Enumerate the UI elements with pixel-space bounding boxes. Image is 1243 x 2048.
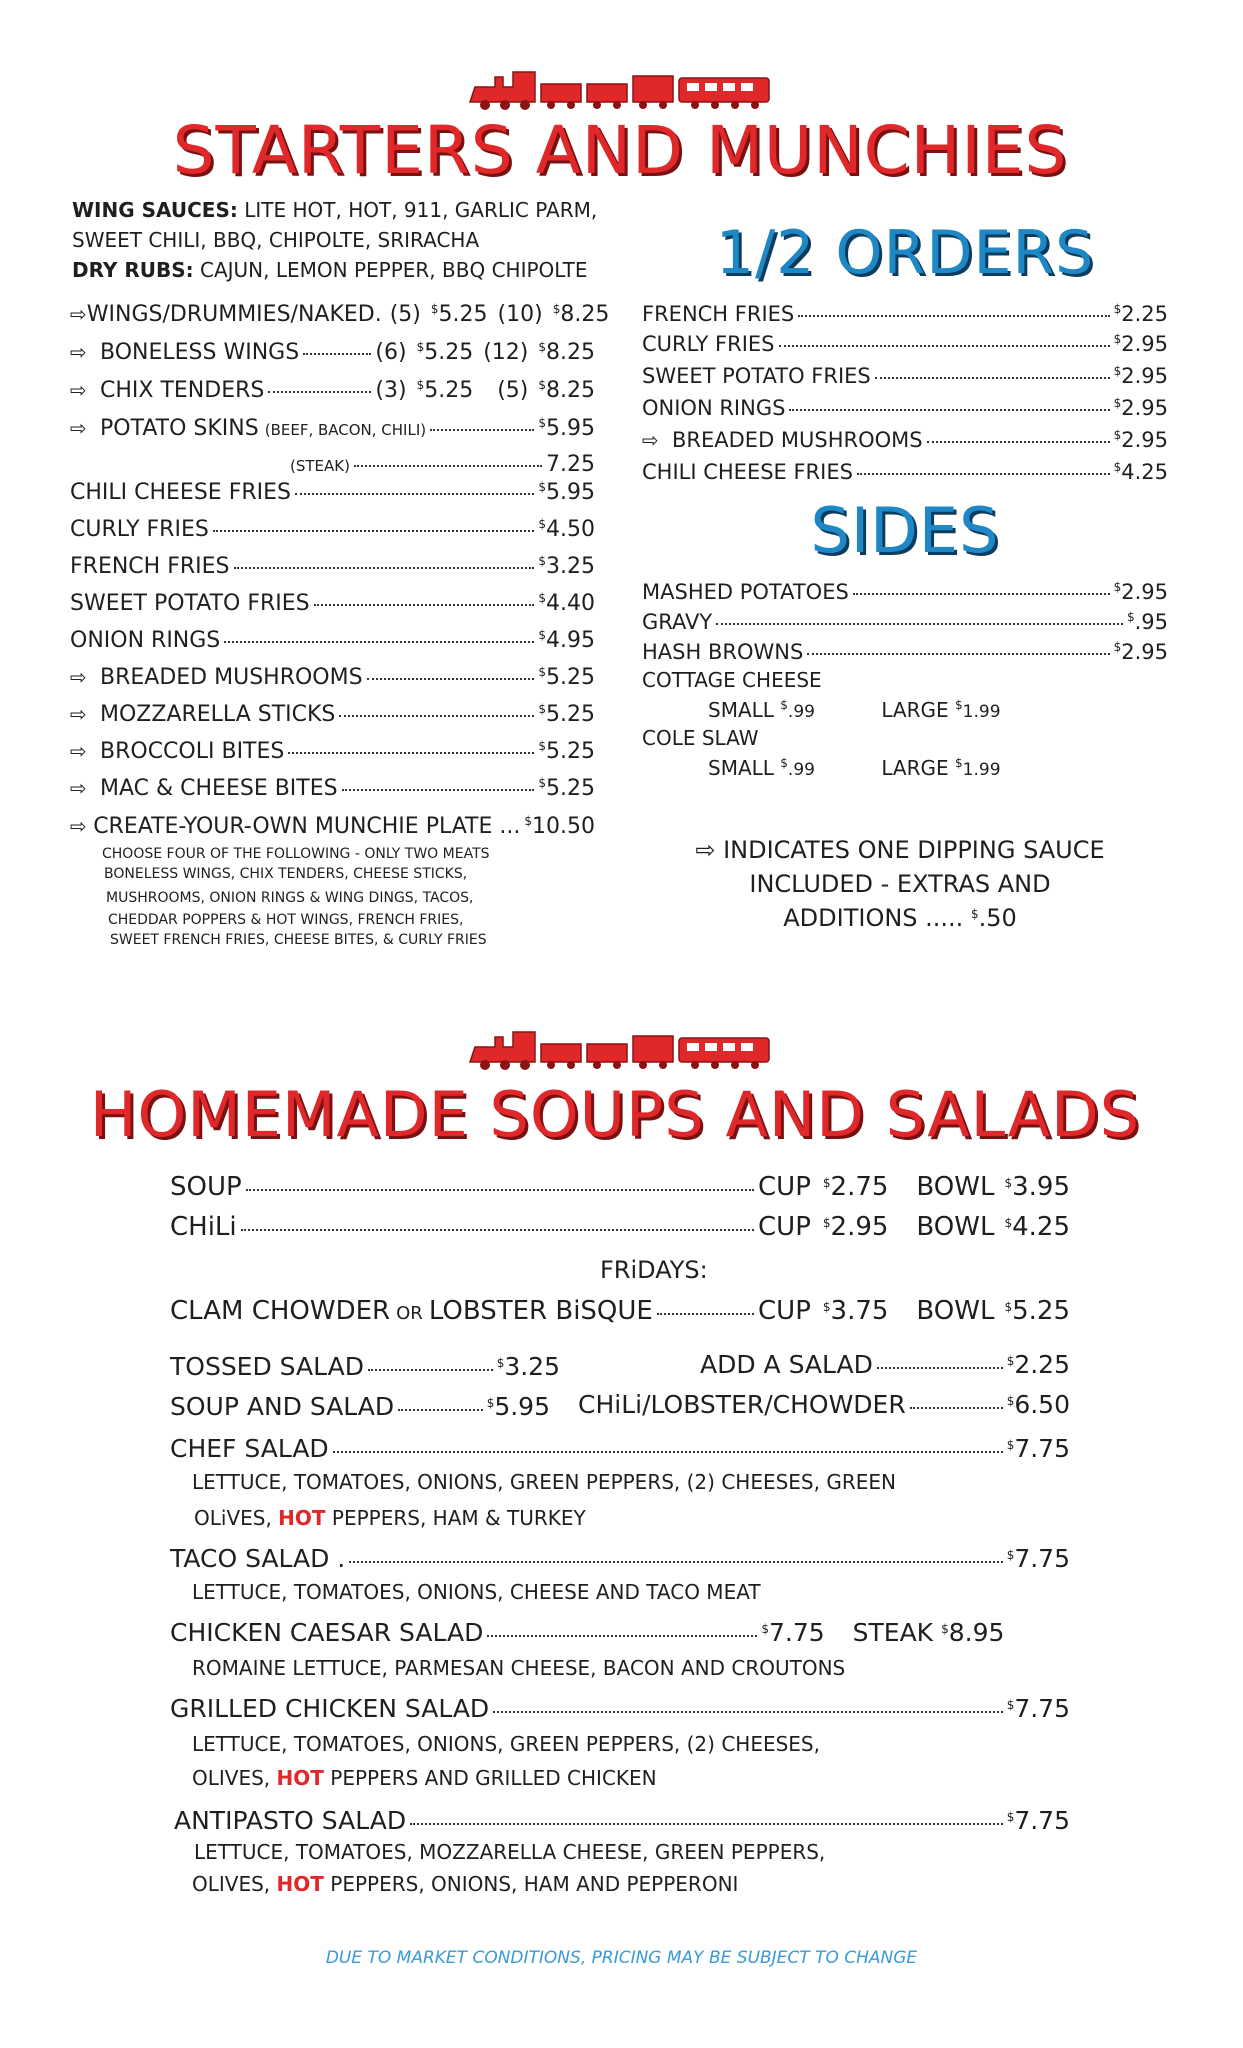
desc-text: PEPPERS, HAM & TURKEY [331, 1506, 586, 1530]
desc-text: OLiVES, [194, 1506, 272, 1530]
sides-title: SIDES [810, 494, 1000, 567]
train-logo-top [465, 62, 775, 112]
cole-slaw-sizes [708, 756, 1001, 780]
chef-salad-desc-2 [194, 1506, 586, 1530]
steak-price: 8.95 [948, 1618, 1005, 1647]
item-name: ONION RINGS [642, 396, 786, 420]
bowl-label: BOWL [916, 1212, 995, 1242]
menu-item-antipasto [174, 1806, 1070, 1835]
item-name: GRILLED CHICKEN SALAD [170, 1694, 490, 1723]
menu-item-half-order [642, 460, 1168, 484]
currency-symbol: $ [1004, 1176, 1013, 1190]
menu-item-side [642, 580, 1168, 604]
item-price: 5.95 [546, 480, 595, 505]
note-line: SWEET FRENCH FRIES, CHEESE BITES, & CURLY FRIES [110, 932, 487, 948]
currency-symbol: $ [822, 1300, 831, 1314]
menu-item-side [642, 610, 1168, 634]
dot-leader [875, 377, 1110, 379]
dot-leader [342, 789, 535, 791]
item-count: (5) [497, 378, 529, 403]
item-price: 2.95 [1121, 364, 1168, 388]
arrow-icon: ⇨ [70, 702, 87, 726]
item-name: SWEET POTATO FRIES [642, 364, 871, 388]
menu-item-wings [70, 302, 610, 327]
cup-price: 2.95 [830, 1212, 889, 1242]
item-name: ONION RINGS [70, 628, 221, 653]
dot-leader [213, 530, 535, 532]
dot-leader [807, 653, 1109, 655]
wing-sauces-line [72, 198, 597, 222]
half-orders-title: 1/2 ORDERS [715, 218, 1095, 288]
item-count: (10) [497, 302, 543, 327]
menu-item-starter [70, 554, 595, 579]
currency-symbol: $ [1004, 1300, 1013, 1314]
item-name: CHILI CHEESE FRIES [642, 460, 853, 484]
dot-leader [339, 715, 534, 717]
desc-text: PEPPERS AND GRILLED CHICKEN [330, 1766, 657, 1790]
item-name: BONELESS WINGS [100, 340, 300, 365]
dot-leader [398, 1409, 483, 1411]
starters-title: STARTERS AND MUNCHIES [172, 112, 1068, 189]
note-line: BONELESS WINGS, CHIX TENDERS, CHEESE STICKS, [104, 866, 468, 882]
dot-leader [368, 1369, 493, 1371]
currency-symbol: $ [1006, 1548, 1015, 1562]
currency-symbol: $ [416, 340, 425, 354]
item-price: 7.75 [1014, 1434, 1070, 1463]
dot-leader [487, 1635, 757, 1637]
dot-leader [910, 1407, 1003, 1409]
dot-leader [246, 1189, 754, 1191]
item-price: 2.25 [1014, 1350, 1070, 1379]
arrow-icon: ⇨ [70, 665, 87, 689]
item-name: BREADED MUSHROOMS [672, 428, 923, 452]
grilled-salad-desc-1: LETTUCE, TOMATOES, ONIONS, GREEN PEPPERS, (2) CHEESES, [192, 1732, 820, 1756]
hot-highlight: HOT [276, 1766, 324, 1790]
currency-symbol: $ [524, 814, 533, 828]
dot-leader [877, 1367, 1003, 1369]
size-price: 1.99 [962, 702, 1001, 722]
item-price: 3.25 [546, 554, 595, 579]
dot-leader [657, 1313, 754, 1315]
menu-item-grilled-chicken [170, 1694, 1070, 1723]
currency-symbol: $ [955, 698, 963, 712]
item-price: 8.25 [546, 378, 595, 403]
arrow-icon: ⇨ [695, 836, 724, 864]
item-or: OR [396, 1303, 423, 1324]
menu-item-potato-skins [70, 416, 595, 441]
currency-symbol: $ [538, 591, 547, 605]
desc-text: PEPPERS, ONIONS, HAM AND PEPPERONI [330, 1872, 739, 1896]
dot-leader [493, 1711, 1003, 1713]
dipping-text: INDICATES ONE DIPPING SAUCE [723, 836, 1105, 864]
currency-symbol: $ [1126, 610, 1135, 624]
item-name: TOSSED SALAD [170, 1352, 364, 1381]
menu-item-starter [70, 628, 595, 653]
size-price: .99 [787, 760, 815, 780]
dot-leader [314, 604, 535, 606]
currency-symbol: $ [538, 517, 547, 531]
item-name: SOUP AND SALAD [170, 1392, 395, 1421]
item-name: CHILI CHEESE FRIES [70, 480, 291, 505]
item-name: ADD A SALAD [700, 1350, 873, 1379]
dipping-line-1 [660, 836, 1140, 864]
menu-item-starter [70, 517, 595, 542]
dry-rubs-list: CAJUN, LEMON PEPPER, BBQ CHIPOLTE [200, 258, 588, 282]
dot-leader [716, 623, 1123, 625]
cup-label: CUP [758, 1296, 811, 1326]
dry-rubs-label: DRY RUBS: [72, 258, 194, 282]
item-price: 2.95 [1121, 332, 1168, 356]
item-name: CHiLi/LOBSTER/CHOWDER [578, 1390, 906, 1419]
currency-symbol: $ [1006, 1438, 1015, 1452]
arrow-icon: ⇨ [70, 739, 87, 763]
currency-symbol: $ [552, 302, 561, 316]
item-price: 4.95 [546, 628, 595, 653]
currency-symbol: $ [1006, 1810, 1015, 1824]
currency-symbol: $ [496, 1356, 505, 1370]
wing-sauces-list: LITE HOT, HOT, 911, GARLIC PARM, [244, 198, 598, 222]
bowl-label: BOWL [916, 1296, 995, 1326]
item-price: 5.25 [424, 340, 474, 365]
item-name: LOBSTER BiSQUE [428, 1296, 653, 1326]
menu-item-starter [70, 665, 595, 690]
item-name: CHEF SALAD [170, 1434, 329, 1463]
cup-price: 2.75 [830, 1172, 889, 1202]
size-label: SMALL [708, 756, 774, 780]
item-price: 7.75 [1014, 1544, 1070, 1573]
dot-leader [224, 641, 534, 643]
currency-symbol: $ [822, 1176, 831, 1190]
cottage-cheese-label: COTTAGE CHEESE [642, 668, 822, 692]
item-price: 5.25 [546, 702, 595, 727]
item-price: 2.95 [1121, 640, 1168, 664]
item-note: (BEEF, BACON, CHILI) [264, 421, 427, 439]
menu-item-taco-salad [170, 1544, 1070, 1573]
item-price: 2.25 [1121, 302, 1168, 326]
item-price: 5.95 [546, 416, 595, 441]
currency-symbol: $ [538, 378, 547, 392]
size-price: .99 [787, 702, 815, 722]
item-name: MOZZARELLA STICKS [100, 702, 336, 727]
item-count: (6) [375, 340, 407, 365]
item-name: SWEET POTATO FRIES [70, 591, 310, 616]
dipping-line-3 [660, 904, 1140, 932]
item-name: CHICKEN CAESAR SALAD [170, 1618, 484, 1647]
steak-label: STEAK [852, 1618, 934, 1647]
item-price: 5.25 [546, 776, 595, 801]
arrow-icon: ⇨ [70, 776, 87, 800]
currency-symbol: $ [486, 1396, 495, 1410]
item-name: CURLY FRIES [70, 517, 209, 542]
item-name: CREATE-YOUR-OWN MUNCHIE PLATE ... [93, 814, 521, 839]
dot-leader [354, 465, 542, 467]
arrow-icon: ⇨ [70, 814, 87, 838]
menu-item-potato-skins-steak [290, 452, 595, 477]
currency-symbol: $ [538, 776, 547, 790]
currency-symbol: $ [430, 302, 439, 316]
size-label: SMALL [708, 698, 774, 722]
currency-symbol: $ [538, 480, 547, 494]
currency-symbol: $ [1113, 460, 1122, 474]
menu-item-munchie-plate [70, 814, 595, 839]
menu-item-starter [70, 702, 595, 727]
antipasto-salad-desc-1: LETTUCE, TOMATOES, MOZZARELLA CHEESE, GREEN PEPPERS, [194, 1840, 826, 1864]
arrow-icon: ⇨ [70, 302, 87, 326]
menu-item-side [642, 640, 1168, 664]
train-logo-bottom [465, 1022, 775, 1072]
cottage-cheese-sizes [708, 698, 1001, 722]
hot-highlight: HOT [278, 1506, 326, 1530]
currency-symbol: $ [1113, 428, 1122, 442]
note-line: CHEDDAR POPPERS & HOT WINGS, FRENCH FRIES, [108, 912, 464, 928]
dot-leader [857, 473, 1110, 475]
menu-item-half-order [642, 364, 1168, 388]
dot-leader [430, 429, 534, 431]
item-name: (STEAK) [290, 457, 350, 475]
menu-item-chef-salad [170, 1434, 1070, 1463]
currency-symbol: $ [1004, 1216, 1013, 1230]
item-name: SOUP [170, 1172, 242, 1202]
item-price: 5.25 [424, 378, 474, 403]
currency-symbol: $ [416, 378, 425, 392]
currency-symbol: $ [780, 698, 788, 712]
item-name: CHiLi [170, 1212, 237, 1242]
caesar-salad-desc: ROMAINE LETTUCE, PARMESAN CHEESE, BACON AND CROUTONS [192, 1656, 846, 1680]
dot-leader [410, 1823, 1003, 1825]
item-name: BREADED MUSHROOMS [100, 665, 363, 690]
item-count: (5) [389, 302, 421, 327]
currency-symbol: $ [955, 756, 963, 770]
dot-leader [349, 1561, 1002, 1563]
grilled-salad-desc-2 [192, 1766, 657, 1790]
item-price: 7.75 [1014, 1806, 1070, 1835]
menu-item-chicken-caesar [170, 1618, 1070, 1647]
currency-symbol: $ [1006, 1698, 1015, 1712]
currency-symbol: $ [538, 554, 547, 568]
currency-symbol: $ [538, 665, 547, 679]
item-price: 7.75 [1014, 1694, 1070, 1723]
menu-item-chili-lobster-chowder [578, 1390, 1070, 1419]
chef-salad-desc-1: LETTUCE, TOMATOES, ONIONS, GREEN PEPPERS, (2) CHEESES, GREEN [192, 1470, 896, 1494]
dot-leader [333, 1451, 1003, 1453]
dot-leader [853, 593, 1110, 595]
arrow-icon: ⇨ [70, 378, 87, 402]
arrow-icon: ⇨ [642, 428, 659, 452]
dot-leader [927, 441, 1110, 443]
dipping-line-2: INCLUDED - EXTRAS AND [749, 870, 1051, 898]
currency-symbol: $ [970, 907, 979, 921]
item-name: TACO SALAD . [170, 1544, 346, 1573]
menu-item-half-order [642, 332, 1168, 356]
menu-item-chix-tenders [70, 378, 595, 403]
item-name: WINGS/DRUMMIES/NAKED. [86, 302, 382, 327]
dot-leader [241, 1229, 754, 1231]
currency-symbol: $ [761, 1622, 769, 1636]
item-count: (12) [483, 340, 529, 365]
antipasto-salad-desc-2 [192, 1872, 738, 1896]
cup-price: 3.75 [830, 1296, 889, 1326]
item-price: 2.95 [1121, 580, 1168, 604]
item-name: POTATO SKINS [100, 416, 259, 441]
bowl-price: 5.25 [1012, 1296, 1070, 1326]
item-price: 7.25 [546, 452, 595, 477]
menu-item-soup-and-salad [170, 1392, 550, 1421]
hot-highlight: HOT [276, 1872, 324, 1896]
currency-symbol: $ [1113, 640, 1122, 654]
menu-item-tossed-salad [170, 1352, 560, 1381]
menu-item-half-order [642, 302, 1168, 326]
dot-leader [779, 345, 1110, 347]
item-name: MASHED POTATOES [642, 580, 849, 604]
fridays-label: FRiDAYS: [600, 1256, 708, 1284]
cole-slaw-label: COLE SLAW [642, 726, 759, 750]
cup-label: CUP [758, 1212, 811, 1242]
item-price: 6.50 [1014, 1390, 1070, 1419]
item-name: BROCCOLI BITES [100, 739, 285, 764]
item-price: 2.95 [1121, 428, 1168, 452]
item-price: 5.25 [546, 665, 595, 690]
currency-symbol: $ [1006, 1354, 1015, 1368]
menu-item-starter [70, 739, 595, 764]
item-price: 5.25 [546, 739, 595, 764]
menu-item-boneless [70, 340, 595, 365]
currency-symbol: $ [1113, 332, 1122, 346]
item-name: GRAVY [642, 610, 713, 634]
dot-leader [234, 567, 535, 569]
item-name: HASH BROWNS [642, 640, 804, 664]
menu-item-starter [70, 480, 595, 505]
currency-symbol: $ [1113, 302, 1122, 316]
item-count: (3) [375, 378, 407, 403]
bowl-label: BOWL [916, 1172, 995, 1202]
size-label: LARGE [881, 698, 949, 722]
currency-symbol: $ [1113, 580, 1122, 594]
menu-item-chili [170, 1212, 1070, 1242]
currency-symbol: $ [780, 756, 788, 770]
item-name: MAC & CHEESE BITES [100, 776, 338, 801]
item-name: CHIX TENDERS [100, 378, 265, 403]
item-price: 10.50 [532, 814, 595, 839]
dipping-text: ADDITIONS ..... [783, 904, 964, 932]
item-name: CURLY FRIES [642, 332, 775, 356]
dipping-price: .50 [978, 904, 1017, 932]
currency-symbol: $ [538, 416, 547, 430]
note-line: MUSHROOMS, ONION RINGS & WING DINGS, TACOS, [106, 890, 474, 906]
item-price: 7.75 [768, 1618, 825, 1647]
menu-item-soup [170, 1172, 1070, 1202]
item-price: 4.50 [546, 517, 595, 542]
desc-text: OLIVES, [192, 1872, 271, 1896]
soups-salads-title: HOMEMADE SOUPS AND SALADS [89, 1078, 1141, 1151]
bowl-price: 4.25 [1012, 1212, 1070, 1242]
currency-symbol: $ [822, 1216, 831, 1230]
dry-rubs-line [72, 258, 588, 282]
note-line: CHOOSE FOUR OF THE FOLLOWING - ONLY TWO MEATS [102, 846, 490, 862]
bowl-price: 3.95 [1012, 1172, 1070, 1202]
currency-symbol: $ [1006, 1394, 1015, 1408]
wing-sauces-line-2: SWEET CHILI, BBQ, CHIPOLTE, SRIRACHA [72, 228, 480, 252]
currency-symbol: $ [538, 340, 547, 354]
dot-leader [288, 752, 534, 754]
item-price: 4.25 [1121, 460, 1168, 484]
item-price: 3.25 [504, 1352, 560, 1381]
currency-symbol: $ [1113, 364, 1122, 378]
currency-symbol: $ [538, 702, 547, 716]
item-price: .95 [1134, 610, 1168, 634]
item-name: ANTIPASTO SALAD [174, 1806, 407, 1835]
size-label: LARGE [881, 756, 949, 780]
dot-leader [789, 409, 1109, 411]
cup-label: CUP [758, 1172, 811, 1202]
currency-symbol: $ [538, 739, 547, 753]
currency-symbol: $ [941, 1622, 949, 1636]
item-price: 4.40 [546, 591, 595, 616]
size-price: 1.99 [962, 760, 1001, 780]
wing-sauces-label: WING SAUCES: [72, 198, 238, 222]
desc-text: OLIVES, [192, 1766, 271, 1790]
menu-item-starter [70, 591, 595, 616]
menu-item-half-order [642, 396, 1168, 420]
dot-leader [303, 353, 371, 355]
item-name: CLAM CHOWDER [170, 1296, 391, 1326]
item-name: FRENCH FRIES [642, 302, 795, 326]
arrow-icon: ⇨ [70, 340, 87, 364]
item-price: 5.25 [438, 302, 488, 327]
item-price: 8.25 [560, 302, 610, 327]
item-name: FRENCH FRIES [70, 554, 230, 579]
arrow-icon: ⇨ [70, 416, 87, 440]
dot-leader [798, 315, 1109, 317]
currency-symbol: $ [538, 628, 547, 642]
pricing-disclaimer: DUE TO MARKET CONDITIONS, PRICING MAY BE SUBJECT TO CHANGE [325, 1948, 918, 1968]
menu-item-add-salad [700, 1350, 1070, 1379]
item-price: 2.95 [1121, 396, 1168, 420]
menu-item-starter [70, 776, 595, 801]
currency-symbol: $ [1113, 396, 1122, 410]
menu-item-chowder [170, 1296, 1070, 1326]
dot-leader [268, 391, 371, 393]
dot-leader [367, 678, 535, 680]
menu-item-half-order [642, 428, 1168, 452]
item-price: 5.95 [494, 1392, 550, 1421]
taco-salad-desc: LETTUCE, TOMATOES, ONIONS, CHEESE AND TACO MEAT [192, 1580, 761, 1604]
dot-leader [295, 493, 534, 495]
item-price: 8.25 [546, 340, 595, 365]
